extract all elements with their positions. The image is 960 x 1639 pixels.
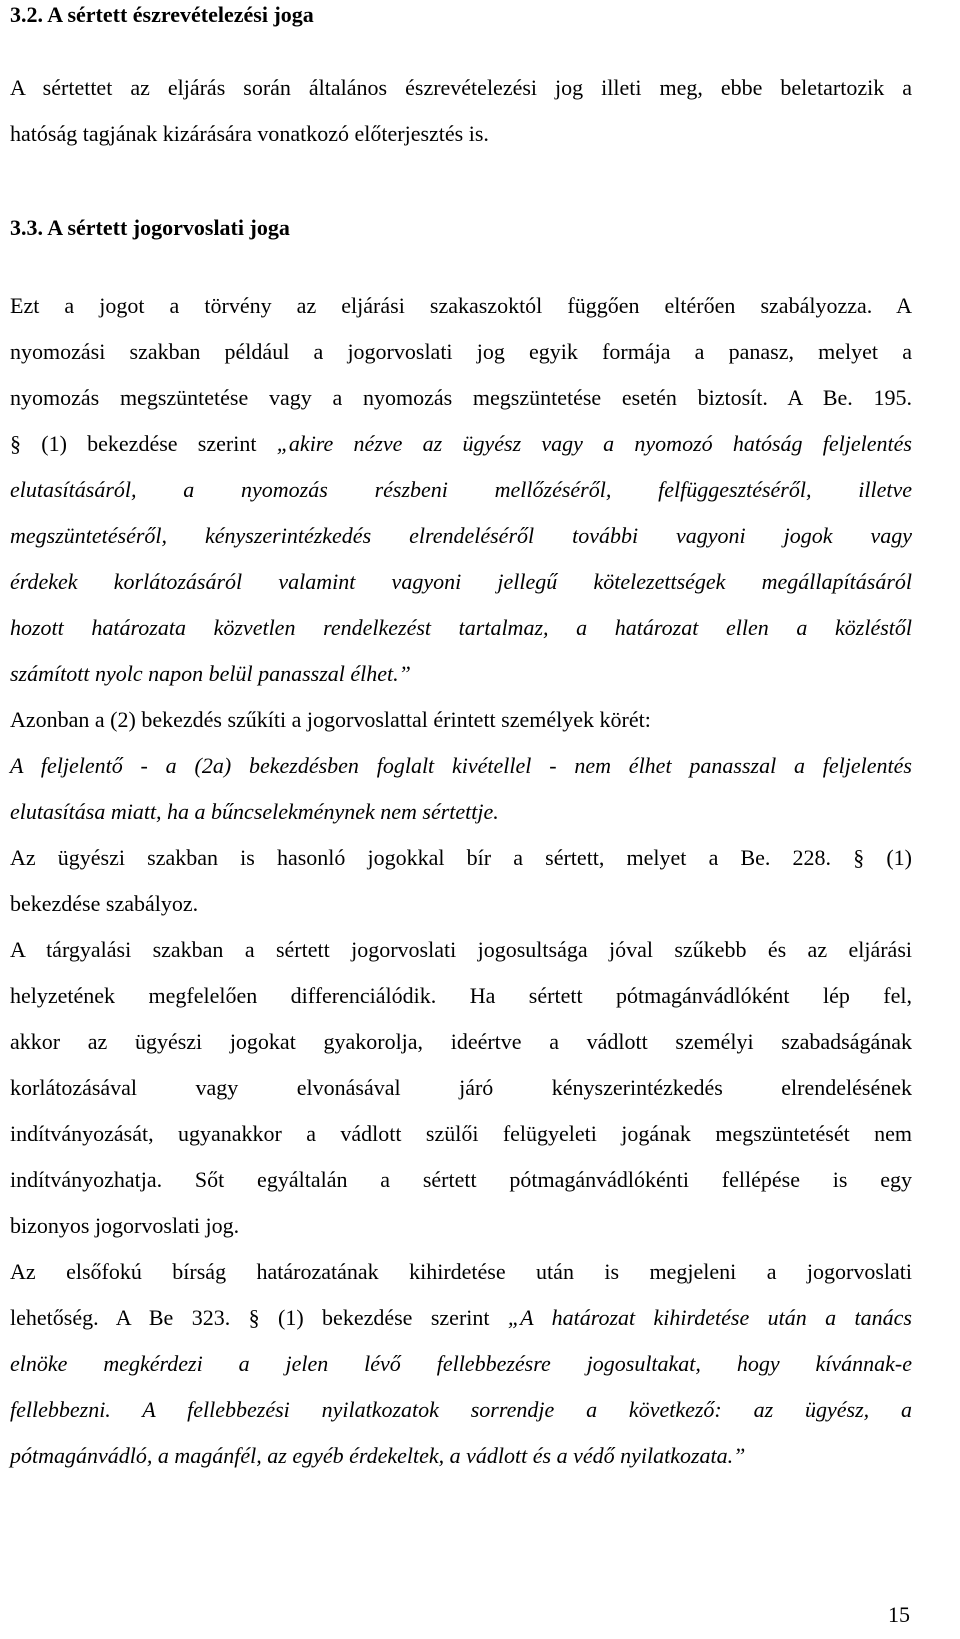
paragraph-line: bizonyos jogorvoslati jog. xyxy=(10,1213,240,1238)
paragraph-line: A tárgyalási szakban a sértett jogorvoslati jogosultsága jóval szűkebb és az eljárási xyxy=(10,937,912,962)
quotation-text: „akire nézve az ügyész vagy a nyomozó hatóság feljelentés xyxy=(276,431,912,456)
quotation-line: elutasításáról, a nyomozás részbeni mellőzéséről, felfüggesztéséről, illetve xyxy=(10,477,912,502)
paragraph-line xyxy=(10,1303,912,1333)
section-heading-3-3: 3.3. A sértett jogorvoslati joga xyxy=(10,215,290,240)
section-heading-3-2: 3.2. A sértett észrevételezési joga xyxy=(10,2,314,27)
quotation-line: megszüntetéséről, kényszerintézkedés elrendeléséről további vagyoni jogok vagy xyxy=(10,523,912,548)
quotation-line: pótmagánvádló, a magánfél, az egyéb érdekeltek, a vádlott és a védő nyilatkozata.” xyxy=(10,1443,746,1468)
paragraph-line: indítványozását, ugyanakkor a vádlott szülői felügyeleti jogának megszüntetését nem xyxy=(10,1121,912,1146)
paragraph-line: bekezdése szabályoz. xyxy=(10,891,199,916)
quotation-line: A feljelentő - a (2a) bekezdésben foglalt kivétellel - nem élhet panasszal a feljelentés xyxy=(10,753,912,778)
paragraph-line: A sértettet az eljárás során általános észrevételezési jog illeti meg, ebbe beletartozik a xyxy=(10,75,912,100)
paragraph-line: korlátozásával vagy elvonásával járó kényszerintézkedés elrendelésének xyxy=(10,1075,912,1100)
quotation-line: elutasítása miatt, ha a bűncselekménynek nem sértettje. xyxy=(10,799,499,824)
statute-reference: lehetőség. A Be 323. § (1) bekezdése szerint xyxy=(10,1305,508,1330)
statute-reference: § (1) bekezdése szerint xyxy=(10,431,277,456)
quotation-line: elnöke megkérdezi a jelen lévő fellebbezésre jogosultakat, hogy kívánnak-e xyxy=(10,1351,912,1376)
quotation-line: hozott határozata közvetlen rendelkezést tartalmaz, a határozat ellen a közléstől xyxy=(10,615,912,640)
quotation-line: fellebbezni. A fellebbezési nyilatkozatok sorrendje a következő: az ügyész, a xyxy=(10,1397,912,1422)
paragraph-line: Az elsőfokú bírság határozatának kihirdetése után is megjeleni a jogorvoslati xyxy=(10,1259,912,1284)
paragraph-line: Azonban a (2) bekezdés szűkíti a jogorvoslattal érintett személyek körét: xyxy=(10,707,651,732)
paragraph-line: helyzetének megfelelően differenciálódik. Ha sértett pótmagánvádlóként lép fel, xyxy=(10,983,912,1008)
quotation-line: számított nyolc napon belül panasszal élhet.” xyxy=(10,661,411,686)
paragraph-line: Ezt a jogot a törvény az eljárási szakaszoktól függően eltérően szabályozza. A xyxy=(10,293,912,318)
paragraph-line: akkor az ügyészi jogokat gyakorolja, ideértve a vádlott személyi szabadságának xyxy=(10,1029,912,1054)
paragraph-line: nyomozás megszüntetése vagy a nyomozás megszüntetése esetén biztosít. A Be. 195. xyxy=(10,385,912,410)
paragraph-line: Az ügyészi szakban is hasonló jogokkal bír a sértett, melyet a Be. 228. § (1) xyxy=(10,845,912,870)
page-number: 15 xyxy=(888,1602,910,1627)
paragraph-line: hatóság tagjának kizárására vonatkozó előterjesztés is. xyxy=(10,121,489,146)
quotation-text: „A határozat kihirdetése után a tanács xyxy=(507,1305,912,1330)
paragraph-line: indítványozhatja. Sőt egyáltalán a sértett pótmagánvádlókénti fellépése is egy xyxy=(10,1167,912,1192)
paragraph-line: nyomozási szakban például a jogorvoslati jog egyik formája a panasz, melyet a xyxy=(10,339,912,364)
paragraph-line xyxy=(10,429,912,459)
quotation-line: érdekek korlátozásáról valamint vagyoni jellegű kötelezettségek megállapításáról xyxy=(10,569,912,594)
